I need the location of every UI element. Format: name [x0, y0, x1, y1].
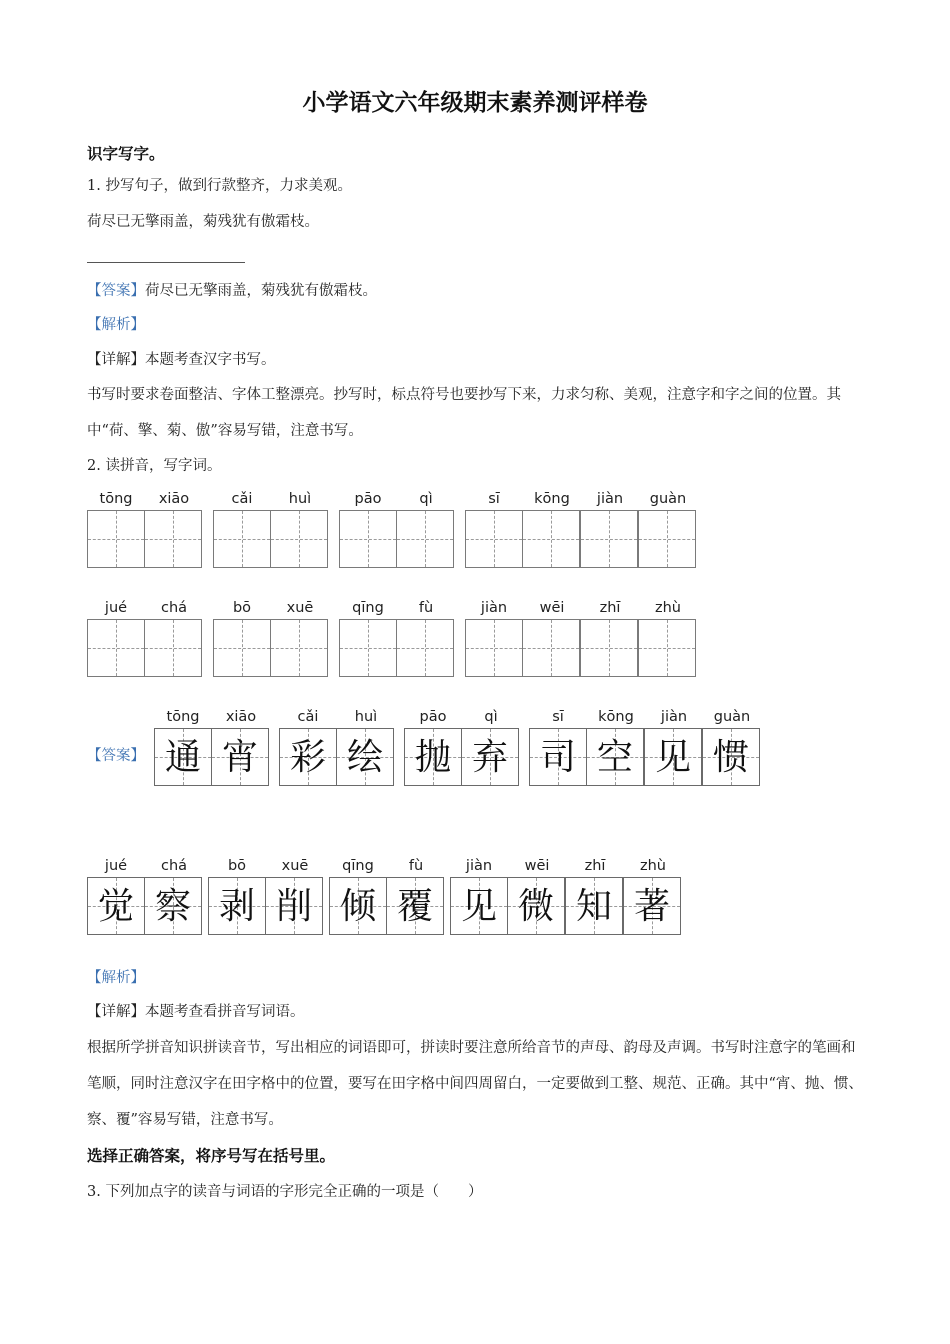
tianzige-box[interactable]: [522, 619, 580, 677]
q1-explanation: 书写时要求卷面整洁、字体工整漂亮。抄写时，标点符号也要抄写下来，力求匀称、美观，注意字和字之间的位置。其中“荷、擎、菊、傲”容易写错，注意书写。: [87, 387, 841, 439]
answer-character: 覆: [396, 886, 433, 927]
char-cell: [450, 855, 508, 935]
word-group: [529, 706, 761, 786]
q2-explanation: 根据所学拼音知识拼读音节，写出相应的词语即可，拼读时要注意所给音节的声母、韵母及声调。书写时注意字的笔画和笔顺，同时注意汉字在田字格中的位置，要写在田字格中间四周留白，一定要做到工整、规范、正确。其中“宵、抛、惯、察、覆”容易写错，注意书写。: [87, 1040, 863, 1128]
detail-tag: 【详解】: [87, 1004, 145, 1020]
pinyin-label: tōng: [99, 491, 133, 507]
tianzige-box[interactable]: [144, 510, 202, 568]
char-cell: [87, 488, 145, 568]
tianzige-answer-box: [144, 877, 202, 935]
pinyin-label: bō: [232, 600, 252, 616]
tianzige-answer-box: [586, 728, 644, 786]
char-cell: [465, 488, 523, 568]
char-cell: [462, 706, 520, 786]
answer-character: 见: [654, 737, 691, 778]
tianzige-box[interactable]: [213, 510, 271, 568]
pinyin-label: jiàn: [660, 709, 688, 725]
tianzige-answer-box: [329, 877, 387, 935]
pinyin-label: qīng: [352, 600, 384, 616]
pinyin-label: bō: [227, 858, 247, 874]
answer-character: 察: [154, 886, 191, 927]
q2-answer-tag: 【答案】: [87, 748, 145, 764]
tianzige-box[interactable]: [87, 619, 145, 677]
pinyin-label: chá: [160, 858, 188, 874]
tianzige-box[interactable]: [270, 619, 328, 677]
pinyin-label: pāo: [419, 709, 447, 725]
tianzige-answer-box: [208, 877, 266, 935]
char-cell: [213, 488, 271, 568]
pinyin-label: kōng: [598, 709, 634, 725]
char-cell: [87, 855, 145, 935]
char-cell: [566, 855, 624, 935]
pinyin-label: guàn: [649, 491, 687, 507]
answer-character: 弃: [471, 737, 508, 778]
char-cell: [624, 855, 682, 935]
char-cell: [208, 855, 266, 935]
char-cell: [154, 706, 212, 786]
answer-character: 倾: [339, 886, 376, 927]
char-cell: [581, 597, 639, 677]
tianzige-answer-box: [507, 877, 565, 935]
pinyin-label: xuē: [281, 858, 309, 874]
pinyin-label: huì: [354, 709, 378, 725]
detail-text: 本题考查看拼音写词语。: [145, 1004, 305, 1020]
tianzige-box[interactable]: [144, 619, 202, 677]
q2-detail: [87, 1001, 305, 1023]
word-group: [213, 597, 329, 677]
tianzige-box[interactable]: [465, 619, 523, 677]
char-cell: [271, 488, 329, 568]
q1-sentence: 荷尽已无擎雨盖，菊残犹有傲霜枝。: [87, 214, 319, 230]
pinyin-label: fù: [418, 600, 434, 616]
char-cell: [339, 597, 397, 677]
answer-character: 通: [164, 737, 201, 778]
answer-character: 剥: [218, 886, 255, 927]
word-group: [208, 855, 324, 935]
tianzige-answer-box: [644, 728, 702, 786]
word-group: [87, 488, 203, 568]
tianzige-box[interactable]: [465, 510, 523, 568]
answer-character: 见: [460, 886, 497, 927]
pinyin-label: guàn: [713, 709, 751, 725]
char-cell: [581, 488, 639, 568]
q2-prompt: 2. 读拼音，写字词。: [87, 458, 222, 474]
tianzige-box[interactable]: [580, 619, 638, 677]
answer-character: 微: [517, 886, 554, 927]
q1-detail: [87, 349, 276, 371]
tianzige-answer-box: [386, 877, 444, 935]
q1-analysis-tag: 【解析】: [87, 317, 145, 333]
word-group: [339, 488, 455, 568]
pinyin-label: jué: [104, 600, 128, 616]
char-cell: [213, 597, 271, 677]
pinyin-label: cǎi: [297, 709, 319, 725]
tianzige-answer-box: [336, 728, 394, 786]
answer-character: 惯: [712, 737, 749, 778]
tianzige-answer-box: [702, 728, 760, 786]
char-cell: [639, 488, 697, 568]
section-heading-choice: 选择正确答案，将序号写在括号里。: [87, 1147, 336, 1165]
word-group: [154, 706, 270, 786]
pinyin-label: huì: [288, 491, 312, 507]
tianzige-box[interactable]: [339, 619, 397, 677]
tianzige-box[interactable]: [87, 510, 145, 568]
pinyin-label: tōng: [166, 709, 200, 725]
detail-text: 本题考查汉字书写。: [145, 352, 276, 368]
q1-prompt: 1. 抄写句子，做到行款整齐，力求美观。: [87, 178, 352, 194]
answer-character: 绘: [346, 737, 383, 778]
pinyin-label: jiàn: [480, 600, 508, 616]
pinyin-label: qīng: [342, 858, 374, 874]
answer-character: 削: [275, 886, 312, 927]
char-cell: [87, 597, 145, 677]
char-cell: [145, 855, 203, 935]
word-group: [213, 488, 329, 568]
char-cell: [703, 706, 761, 786]
char-cell: [387, 855, 445, 935]
char-cell: [266, 855, 324, 935]
tianzige-box[interactable]: [638, 619, 696, 677]
answer-character: 司: [539, 737, 576, 778]
tianzige-box[interactable]: [522, 510, 580, 568]
pinyin-label: kōng: [534, 491, 570, 507]
char-cell: [337, 706, 395, 786]
word-group: [339, 597, 455, 677]
word-group: [465, 597, 697, 677]
tianzige-box[interactable]: [580, 510, 638, 568]
word-group: [404, 706, 520, 786]
answer-character: 抛: [414, 737, 451, 778]
answer-character: 空: [596, 737, 633, 778]
char-cell: [279, 706, 337, 786]
pinyin-label: xiāo: [225, 709, 257, 725]
char-cell: [523, 488, 581, 568]
pinyin-label: wēi: [539, 600, 565, 616]
tianzige-box[interactable]: [270, 510, 328, 568]
char-cell: [271, 597, 329, 677]
pinyin-label: zhī: [599, 600, 621, 616]
answer-character: 觉: [97, 886, 134, 927]
tianzige-answer-box: [279, 728, 337, 786]
char-cell: [145, 488, 203, 568]
q1-answer: [87, 280, 377, 302]
tianzige-answer-box: [623, 877, 681, 935]
answer-character: 知: [575, 886, 612, 927]
tianzige-box[interactable]: [396, 510, 454, 568]
word-group: [87, 597, 203, 677]
pinyin-label: xuē: [286, 600, 314, 616]
tianzige-answer-box: [154, 728, 212, 786]
char-cell: [639, 597, 697, 677]
char-cell: [508, 855, 566, 935]
answer-character: 著: [633, 886, 670, 927]
tianzige-box[interactable]: [339, 510, 397, 568]
pinyin-label: zhù: [640, 858, 666, 874]
word-group: [87, 855, 203, 935]
tianzige-answer-box: [404, 728, 462, 786]
char-cell: [404, 706, 462, 786]
pinyin-label: jué: [104, 858, 128, 874]
tianzige-answer-box: [565, 877, 623, 935]
tianzige-answer-box: [87, 877, 145, 935]
char-cell: [212, 706, 270, 786]
answer-text: 荷尽已无擎雨盖，菊残犹有傲霜枝。: [145, 283, 377, 299]
pinyin-label: qì: [419, 491, 433, 507]
char-cell: [529, 706, 587, 786]
section-heading-literacy: 识字写字。: [87, 145, 165, 163]
tianzige-answer-box: [450, 877, 508, 935]
pinyin-label: pāo: [354, 491, 382, 507]
pinyin-label: cǎi: [231, 491, 253, 507]
char-cell: [339, 488, 397, 568]
char-cell: [523, 597, 581, 677]
pinyin-label: chá: [160, 600, 188, 616]
answer-blank-line: [87, 262, 245, 263]
pinyin-label: jiàn: [596, 491, 624, 507]
tianzige-answer-box: [461, 728, 519, 786]
pinyin-label: sī: [488, 491, 500, 507]
word-group: [465, 488, 697, 568]
pinyin-label: jiàn: [465, 858, 493, 874]
pinyin-label: zhù: [655, 600, 681, 616]
answer-character: 宵: [221, 737, 258, 778]
tianzige-answer-box: [529, 728, 587, 786]
pinyin-label: sī: [552, 709, 564, 725]
detail-tag: 【详解】: [87, 352, 145, 368]
q2-analysis-tag: 【解析】: [87, 970, 145, 986]
char-cell: [645, 706, 703, 786]
page-title: 小学语文六年级期末素养测评样卷: [302, 90, 648, 116]
tianzige-answer-box: [265, 877, 323, 935]
tianzige-answer-box: [211, 728, 269, 786]
pinyin-label: wēi: [524, 858, 550, 874]
char-cell: [465, 597, 523, 677]
word-group: [329, 855, 445, 935]
tianzige-box[interactable]: [638, 510, 696, 568]
tianzige-box[interactable]: [213, 619, 271, 677]
char-cell: [587, 706, 645, 786]
char-cell: [397, 597, 455, 677]
pinyin-label: qì: [484, 709, 498, 725]
pinyin-label: xiāo: [158, 491, 190, 507]
char-cell: [145, 597, 203, 677]
pinyin-label: fù: [408, 858, 424, 874]
answer-character: 彩: [289, 737, 326, 778]
answer-tag: 【答案】: [87, 283, 145, 299]
char-cell: [329, 855, 387, 935]
tianzige-box[interactable]: [396, 619, 454, 677]
q3-prompt: 3. 下列加点字的读音与词语的字形完全正确的一项是（ ）: [87, 1184, 483, 1200]
pinyin-label: zhī: [584, 858, 606, 874]
word-group: [279, 706, 395, 786]
char-cell: [397, 488, 455, 568]
word-group: [450, 855, 682, 935]
